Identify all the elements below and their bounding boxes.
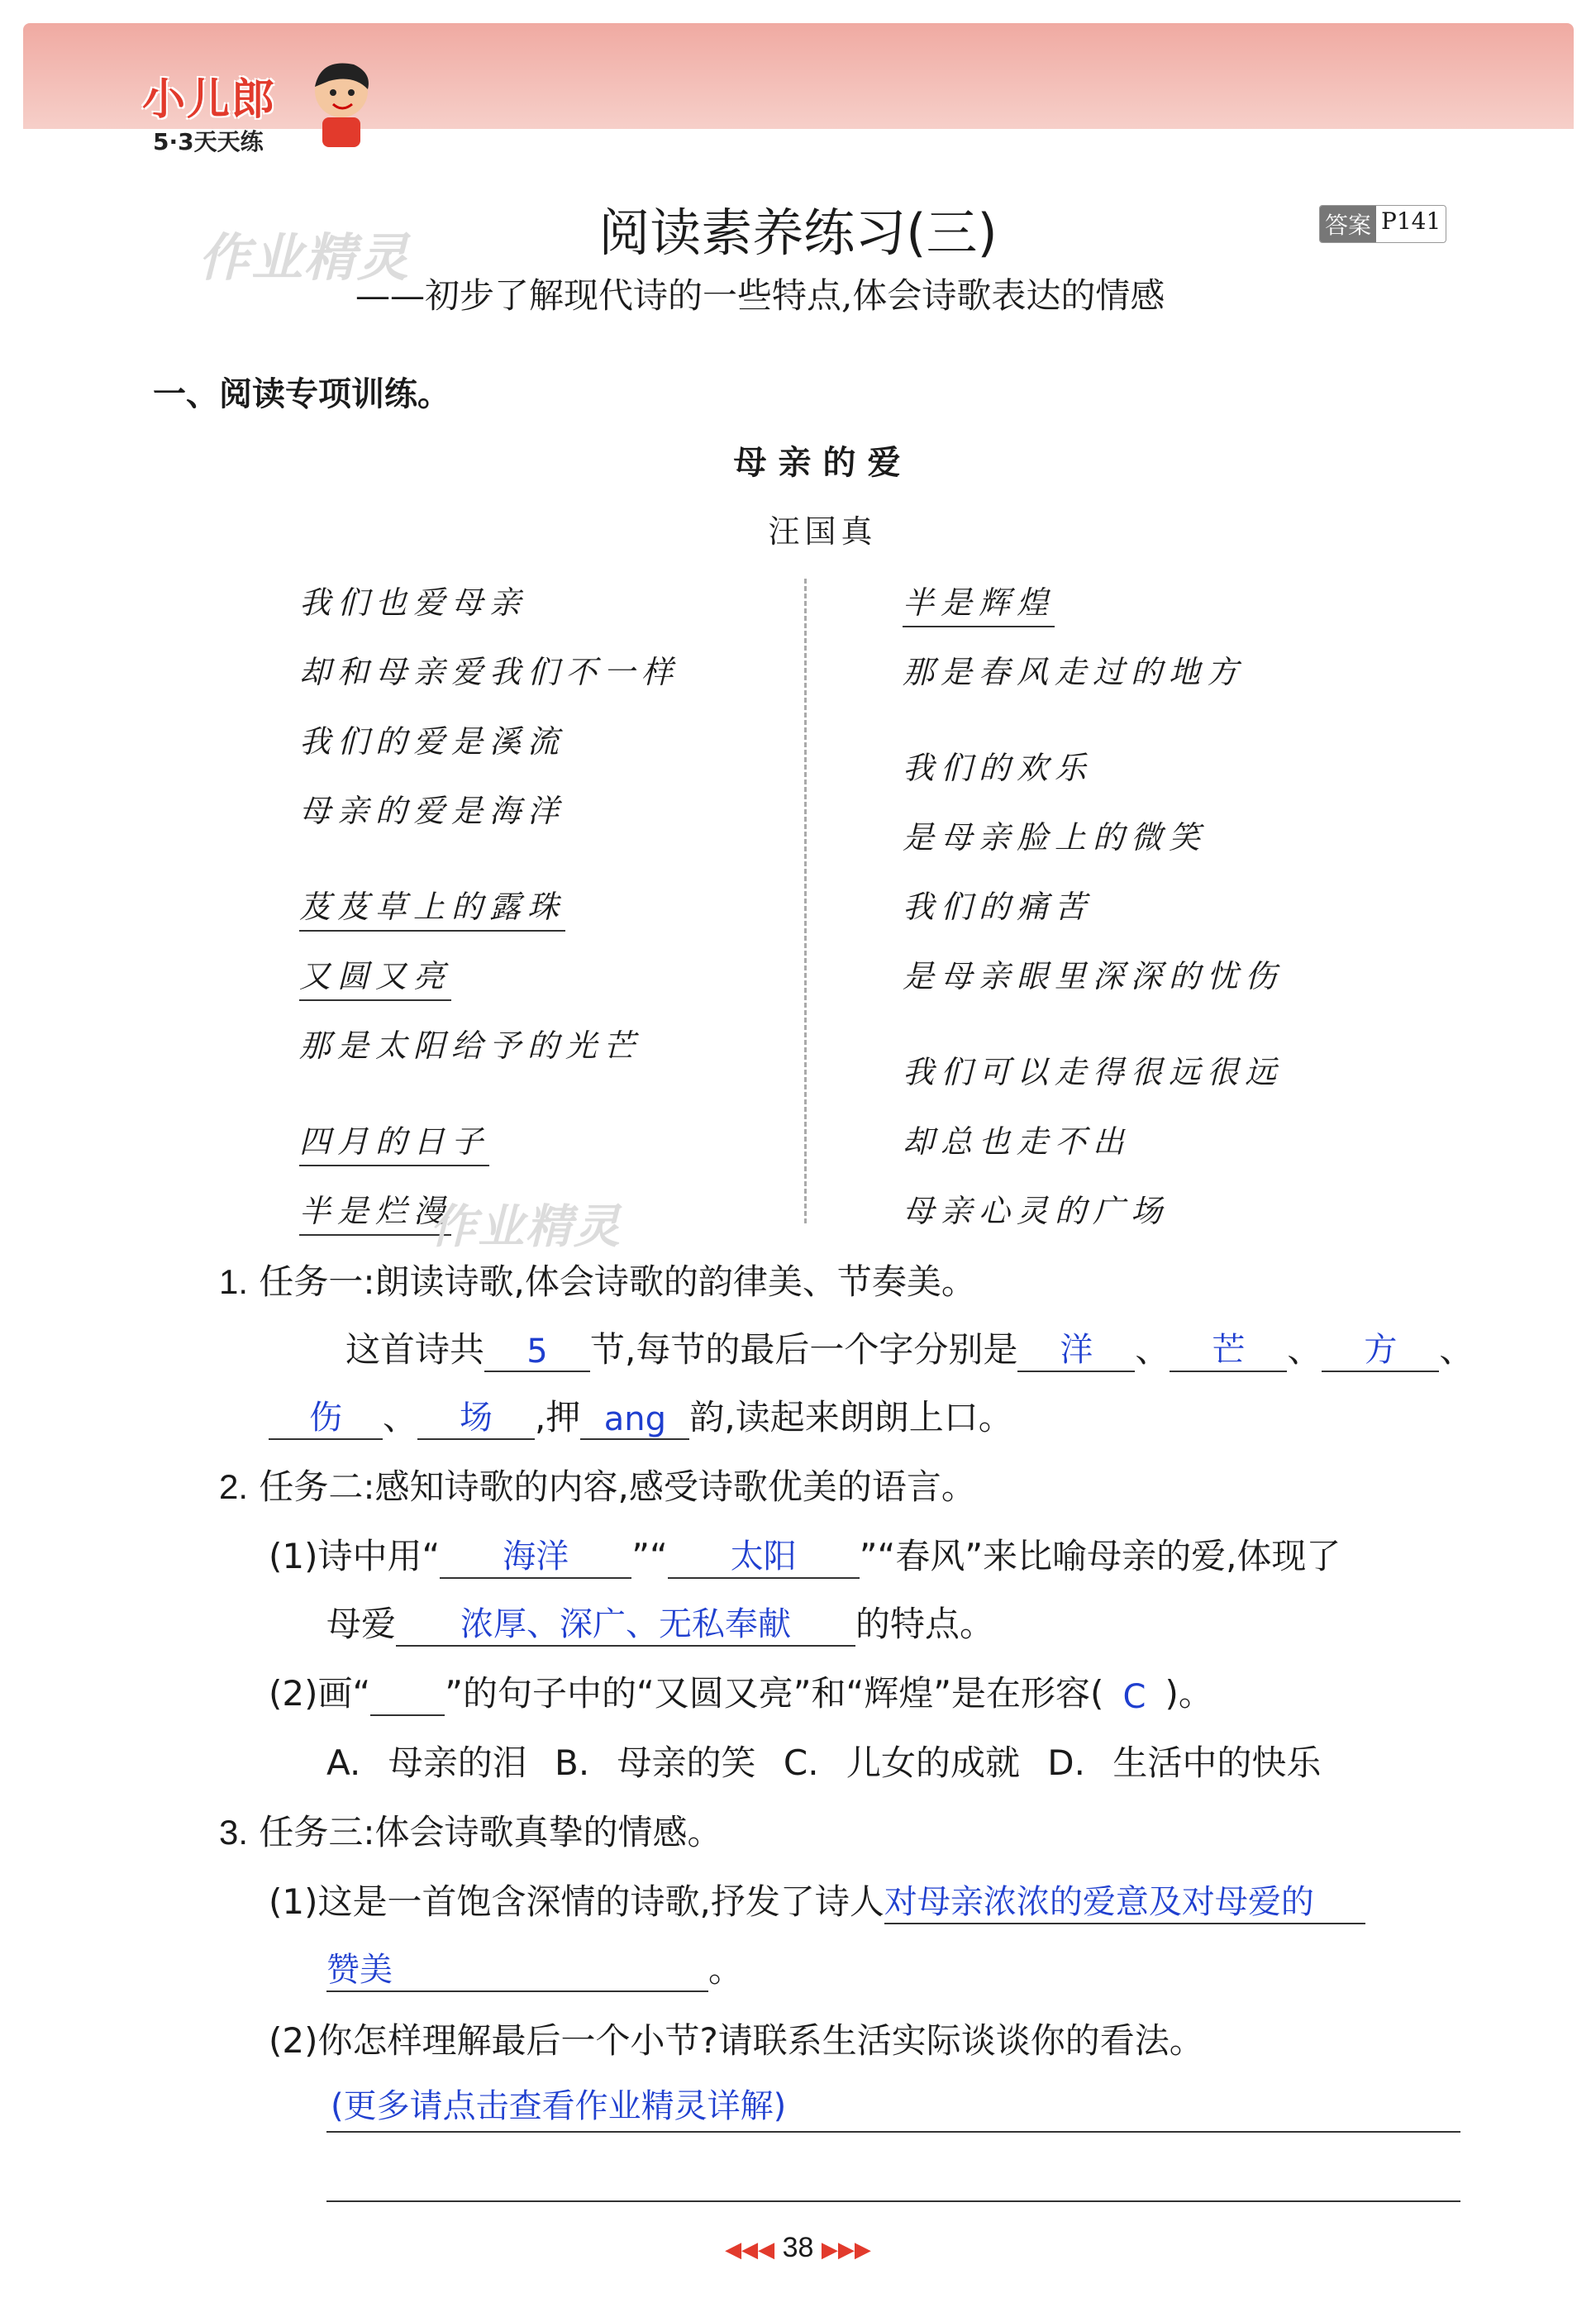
answer-blank[interactable]: 海洋 xyxy=(440,1530,631,1579)
brand-logo: 小儿郎 xyxy=(142,75,277,125)
question-1-fill: 这首诗共 5 节,每节的最后一个字分别是 洋 、 芒 、 方 、 xyxy=(345,1323,1474,1372)
answer-blank[interactable]: 芒 xyxy=(1170,1323,1287,1372)
poem-line-underlined: 芨芨草上的露珠 xyxy=(299,881,565,932)
poem-line: 我们的痛苦 xyxy=(903,889,1093,925)
answer-text[interactable]: (更多请点击查看作业精灵详解) xyxy=(331,2087,787,2125)
watermark: 作业精灵 xyxy=(198,227,411,288)
answer-line xyxy=(326,2200,1460,2202)
poem-line: 是母亲脸上的微笑 xyxy=(903,819,1208,856)
poem-line: 我们的欢乐 xyxy=(903,750,1093,786)
poem-line: 我们的爱是溪流 xyxy=(299,723,566,760)
answer-blank[interactable]: ang xyxy=(580,1400,689,1440)
mascot-icon xyxy=(304,58,379,149)
answer-blank[interactable]: 场 xyxy=(417,1391,535,1440)
poem-line: 那是太阳给予的光芒 xyxy=(299,1027,642,1064)
answer-blank[interactable]: 太阳 xyxy=(668,1530,860,1579)
question-2-1b: 母爱 浓厚、深广、无私奉献 的特点。 xyxy=(326,1597,994,1647)
question-3-2: (2)你怎样理解最后一个小节?请联系生活实际谈谈你的看法。 xyxy=(269,2020,1204,2061)
poem-title: 母亲的爱 xyxy=(733,444,912,482)
question-3-1: (1)这是一首饱含深情的诗歌,抒发了诗人对母亲浓浓的爱意及对母爱的 xyxy=(269,1875,1365,1924)
question-3-1b: 赞美 。 xyxy=(326,1943,743,1992)
poem-line: 我们也爱母亲 xyxy=(299,584,528,621)
poem-line: 我们可以走得很远很远 xyxy=(903,1054,1284,1090)
poem-line: 母亲心灵的广场 xyxy=(903,1193,1170,1229)
page-number: 38 xyxy=(782,2232,814,2263)
answer-blank[interactable]: 洋 xyxy=(1017,1323,1135,1372)
poem-line-underlined: 四月的日子 xyxy=(299,1116,489,1166)
answer-blank[interactable]: 浓厚、深广、无私奉献 xyxy=(396,1598,855,1647)
answer-blank[interactable]: 5 xyxy=(484,1333,590,1372)
answer-choice[interactable]: C xyxy=(1122,1678,1146,1716)
underline-mark xyxy=(370,1714,445,1716)
answer-blank[interactable]: 赞美 xyxy=(326,1943,708,1992)
page-footer xyxy=(0,2232,1596,2264)
page-title: 阅读素养练习(三) xyxy=(598,203,998,263)
answer-ref: 答案 P141 xyxy=(1319,205,1446,243)
prev-arrows-icon[interactable]: ◀◀◀ xyxy=(725,2237,775,2262)
poem-line-underlined: 又圆又亮 xyxy=(299,951,451,1001)
section-heading: 一、阅读专项训练。 xyxy=(153,375,450,413)
poem-line-underlined: 半是辉煌 xyxy=(903,577,1055,627)
question-3: 3. 任务三:体会诗歌真挚的情感。 xyxy=(219,1812,722,1852)
question-1-fill-2: 伤 、 场 ,押 ang 韵,读起来朗朗上口。 xyxy=(269,1390,1013,1440)
answer-blank[interactable]: 对母亲浓浓的爱意及对母爱的 xyxy=(884,1876,1365,1924)
poem-line-underlined: 半是烂漫 xyxy=(299,1185,451,1236)
answer-line xyxy=(326,2131,1460,2133)
watermark: 作业精灵 xyxy=(430,1200,622,1254)
poem-line: 却和母亲爱我们不一样 xyxy=(299,654,680,690)
question-2-1: (1)诗中用“ 海洋 ”“ 太阳 ”“春风”来比喻母亲的爱,体现了 xyxy=(269,1529,1341,1579)
question-1: 1. 任务一:朗读诗歌,体会诗歌的韵律美、节奏美。 xyxy=(219,1261,976,1302)
question-2: 2. 任务二:感知诗歌的内容,感受诗歌优美的语言。 xyxy=(219,1466,976,1507)
answer-blank[interactable]: 伤 xyxy=(269,1391,383,1440)
question-2-2: (2)画“ ”的句子中的“又圆又亮”和“辉煌”是在形容( C )。 xyxy=(269,1673,1213,1716)
poem-line: 那是春风走过的地方 xyxy=(903,654,1246,690)
question-2-options: A. 母亲的泪 B. 母亲的笑 C. 儿女的成就 D. 生活中的快乐 xyxy=(326,1743,1322,1783)
poem-author: 汪国真 xyxy=(768,513,878,550)
poem-divider xyxy=(804,579,807,1223)
page-subtitle: ——初步了解现代诗的一些特点,体会诗歌表达的情感 xyxy=(355,275,1165,316)
answer-blank[interactable]: 方 xyxy=(1322,1323,1439,1372)
brand-sub: 5·3天天练 xyxy=(153,128,264,155)
next-arrows-icon[interactable]: ▶▶▶ xyxy=(821,2237,871,2262)
poem-line: 是母亲眼里深深的忧伤 xyxy=(903,958,1284,994)
poem-line: 母亲的爱是海洋 xyxy=(299,793,566,829)
poem-line: 却总也走不出 xyxy=(903,1123,1131,1160)
